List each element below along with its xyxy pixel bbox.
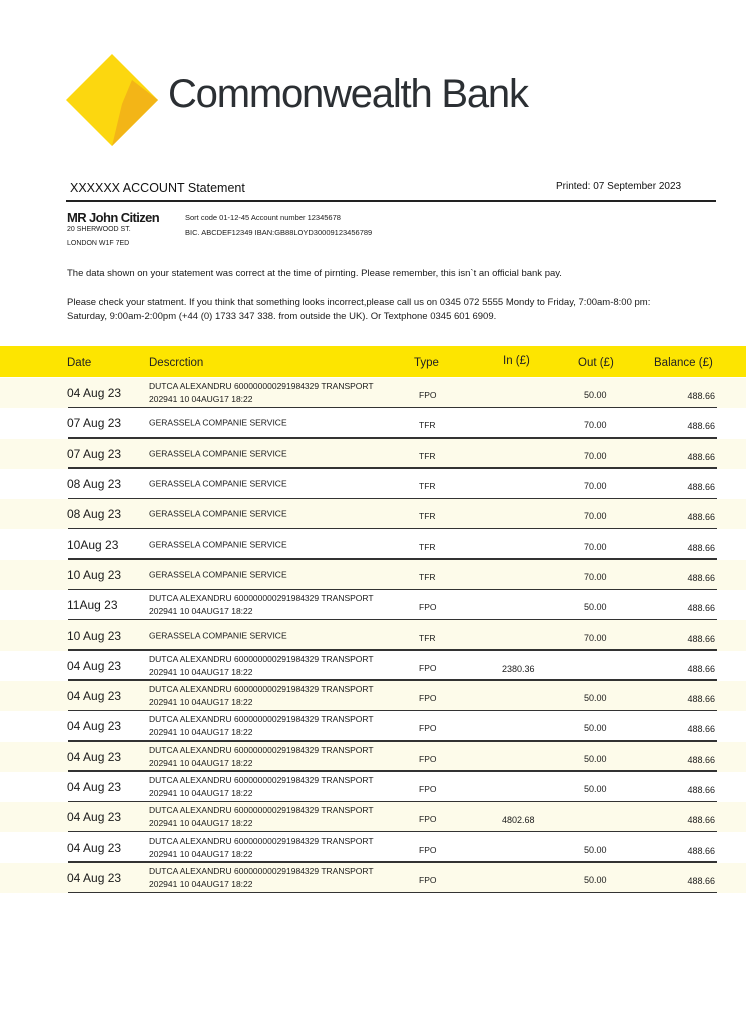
- cell-type: FPO: [419, 844, 437, 855]
- cell-balance: 488.66: [687, 785, 715, 795]
- cell-out: 50.00: [584, 753, 607, 764]
- cell-date: 11Aug 23: [67, 598, 118, 613]
- cell-balance: 488.66: [687, 845, 715, 856]
- cell-description: [149, 478, 409, 491]
- notice-contact: Please check your statment. If you think that something looks incorrect,please call us on 0345 072 5555 Mondy to Friday, 7:00am-8:00 pm: Saturday, 9:00am-2:00pm (+44 (0) 1733 347 338. from outside the UK). Or Textphone 0345 601 6909.: [67, 297, 651, 322]
- cell-balance: 488.66: [687, 391, 715, 402]
- notice-accuracy: The data shown on your statement was correct at the time of pirnting. Please remember, this isn`t an official bank pay.: [67, 268, 562, 279]
- description-line2: 202941 10 04AUG17 18:22: [149, 727, 253, 738]
- description-line1: DUTCA ALEXANDRU 600000000291984329 TRANSPORT: [149, 835, 374, 846]
- cell-date: 07 Aug 23: [67, 446, 122, 461]
- table-row: [0, 651, 746, 681]
- cell-out: 50.00: [584, 693, 607, 704]
- cell-balance: 488.66: [687, 724, 715, 735]
- cell-date: 04 Aug 23: [67, 840, 122, 855]
- cell-type: TFR: [419, 571, 436, 582]
- cell-date: 04 Aug 23: [67, 386, 122, 401]
- cell-balance: 488.66: [687, 633, 715, 644]
- cell-type: FPO: [419, 874, 437, 885]
- cell-balance: 488.66: [687, 482, 715, 493]
- table-row: [0, 499, 746, 529]
- cell-balance: 488.66: [687, 815, 715, 826]
- cell-description: [149, 380, 409, 406]
- cell-type: TFR: [419, 420, 436, 431]
- header-divider: [66, 200, 716, 202]
- cell-description: [149, 417, 409, 430]
- description-line2: 202941 10 04AUG17 18:22: [149, 818, 253, 829]
- cell-description: [149, 508, 409, 521]
- cell-date: 04 Aug 23: [67, 870, 122, 885]
- cell-out: 70.00: [584, 420, 607, 431]
- cell-date: 10 Aug 23: [67, 567, 122, 582]
- description-line1: DUTCA ALEXANDRU 600000000291984329 TRANSPORT: [149, 684, 374, 695]
- description-line1: DUTCA ALEXANDRU 600000000291984329 TRANSPORT: [149, 714, 374, 725]
- cell-description: [149, 447, 409, 460]
- cell-description: [149, 835, 409, 861]
- table-row: [0, 711, 746, 741]
- description-line2: 202941 10 04AUG17 18:22: [149, 848, 253, 859]
- account-details-line2: BIC. ABCDEF12349 IBAN:GB88LOYD30009123456789: [185, 228, 373, 237]
- cell-description: [149, 713, 409, 739]
- description-line1: GERASSELA COMPANIE SERVICE: [149, 508, 287, 519]
- cell-out: 70.00: [584, 481, 607, 492]
- printed-date: Printed: 07 September 2023: [556, 181, 682, 192]
- cell-description: [149, 774, 409, 800]
- description-line2: 202941 10 04AUG17 18:22: [149, 788, 253, 798]
- description-line1: DUTCA ALEXANDRU 600000000291984329 TRANSPORT: [149, 865, 374, 876]
- cell-description: [149, 865, 409, 891]
- cell-out: 70.00: [584, 571, 607, 582]
- description-line1: DUTCA ALEXANDRU 600000000291984329 TRANSPORT: [149, 744, 374, 755]
- table-row: [0, 590, 746, 620]
- cell-date: 04 Aug 23: [67, 780, 122, 794]
- description-line1: DUTCA ALEXANDRU 600000000291984329 TRANSPORT: [149, 805, 374, 816]
- cell-description: [149, 629, 409, 642]
- cell-type: FPO: [419, 602, 437, 613]
- cell-date: 04 Aug 23: [67, 749, 122, 764]
- cell-out: 50.00: [584, 723, 607, 734]
- cell-balance: 488.66: [687, 875, 715, 886]
- cell-date: 04 Aug 23: [67, 689, 122, 704]
- cell-out: 50.00: [584, 390, 607, 401]
- cell-description: [149, 683, 409, 709]
- table-row: [0, 620, 746, 650]
- cell-out: 50.00: [584, 602, 607, 613]
- cell-balance: 488.66: [687, 512, 715, 523]
- cell-in: 2380.36: [502, 663, 535, 674]
- column-header-description: Descrction: [149, 357, 204, 369]
- cell-type: TFR: [419, 632, 436, 643]
- cell-date: 07 Aug 23: [67, 416, 122, 431]
- description-line2: 202941 10 04AUG17 18:22: [149, 666, 253, 677]
- cell-type: FPO: [419, 662, 437, 673]
- description-line1: DUTCA ALEXANDRU 600000000291984329 TRANSPORT: [149, 381, 374, 392]
- cell-out: 70.00: [584, 541, 607, 552]
- cell-balance: 488.66: [687, 694, 715, 705]
- cell-description: [149, 653, 409, 679]
- cell-date: 08 Aug 23: [67, 507, 122, 522]
- cell-type: TFR: [419, 450, 436, 461]
- column-header-out: Out (£): [578, 357, 614, 369]
- cell-type: TFR: [419, 541, 436, 552]
- cell-date: 08 Aug 23: [67, 477, 122, 492]
- table-row: [0, 832, 746, 862]
- customer-address-line1: 20 SHERWOOD ST.: [67, 226, 131, 233]
- table-row: [0, 469, 746, 499]
- cell-balance: 488.66: [687, 572, 715, 583]
- cell-description: [149, 538, 409, 551]
- table-row: [0, 742, 746, 772]
- cell-type: FPO: [419, 390, 437, 401]
- description-line2: 202941 10 04AUG17 18:22: [149, 757, 253, 768]
- customer-name: MR John Citizen: [67, 210, 160, 225]
- table-row: [0, 560, 746, 590]
- cell-balance: 488.66: [687, 663, 715, 674]
- column-header-balance: Balance (£): [654, 357, 713, 369]
- cell-balance: 488.66: [687, 542, 715, 553]
- cell-type: FPO: [419, 693, 437, 704]
- table-row: [0, 529, 746, 559]
- cell-date: 10 Aug 23: [67, 628, 122, 643]
- column-header-type: Type: [414, 357, 439, 369]
- cell-type: TFR: [419, 481, 436, 492]
- cell-description: [149, 804, 409, 830]
- cell-balance: 488.66: [687, 451, 715, 462]
- column-header-date: Date: [67, 357, 92, 369]
- statement-title: XXXXXX ACCOUNT Statement: [70, 181, 245, 195]
- cell-date: 04 Aug 23: [67, 719, 122, 734]
- table-row: [0, 681, 746, 711]
- cell-date: 10Aug 23: [67, 537, 119, 552]
- description-line1: GERASSELA COMPANIE SERVICE: [149, 417, 287, 428]
- account-details-line1: Sort code 01-12-45 Account number 12345678: [185, 213, 341, 222]
- cell-type: FPO: [419, 723, 437, 734]
- cell-description: [149, 744, 409, 770]
- cell-description: [149, 568, 409, 581]
- description-line2: 202941 10 04AUG17 18:22: [149, 394, 253, 405]
- table-row: [0, 408, 746, 438]
- description-line2: 202941 10 04AUG17 18:22: [149, 606, 253, 617]
- description-line1: GERASSELA COMPANIE SERVICE: [149, 448, 287, 459]
- transactions-table: [0, 378, 746, 893]
- cell-type: FPO: [419, 814, 437, 825]
- description-line1: DUTCA ALEXANDRU 600000000291984329 TRANSPORT: [149, 653, 374, 664]
- description-line1: GERASSELA COMPANIE SERVICE: [149, 478, 287, 489]
- cell-out: 70.00: [584, 632, 607, 643]
- description-line1: GERASSELA COMPANIE SERVICE: [149, 630, 287, 641]
- table-row: [0, 772, 746, 802]
- cell-out: 50.00: [584, 784, 607, 794]
- cell-out: 50.00: [584, 844, 607, 855]
- table-row: [0, 378, 746, 408]
- cell-in: 4802.68: [502, 815, 535, 826]
- cell-type: FPO: [419, 753, 437, 764]
- table-row: [0, 439, 746, 469]
- table-header: [0, 346, 746, 377]
- description-line2: 202941 10 04AUG17 18:22: [149, 878, 253, 889]
- bank-logo-text: Commonwealth Bank: [168, 72, 528, 116]
- table-row: [0, 863, 746, 893]
- cell-type: TFR: [419, 511, 436, 522]
- cell-type: FPO: [419, 784, 437, 794]
- cell-date: 04 Aug 23: [67, 658, 122, 673]
- cell-out: 50.00: [584, 874, 607, 885]
- cell-balance: 488.66: [687, 754, 715, 765]
- cell-out: 70.00: [584, 511, 607, 522]
- description-line2: 202941 10 04AUG17 18:22: [149, 697, 253, 708]
- cell-balance: 488.66: [687, 421, 715, 432]
- row-divider: [68, 892, 717, 894]
- description-line1: GERASSELA COMPANIE SERVICE: [149, 569, 287, 580]
- bank-logo-icon: [66, 54, 158, 146]
- cell-out: 70.00: [584, 450, 607, 461]
- customer-address-line2: LONDON W1F 7ED: [67, 240, 130, 247]
- description-line1: DUTCA ALEXANDRU 600000000291984329 TRANSPORT: [149, 775, 374, 785]
- description-line1: GERASSELA COMPANIE SERVICE: [149, 539, 287, 550]
- column-header-in: In (£): [503, 355, 530, 367]
- description-line1: DUTCA ALEXANDRU 600000000291984329 TRANSPORT: [149, 593, 374, 604]
- cell-description: [149, 592, 409, 618]
- cell-date: 04 Aug 23: [67, 810, 122, 825]
- table-row: [0, 802, 746, 832]
- cell-balance: 488.66: [687, 603, 715, 614]
